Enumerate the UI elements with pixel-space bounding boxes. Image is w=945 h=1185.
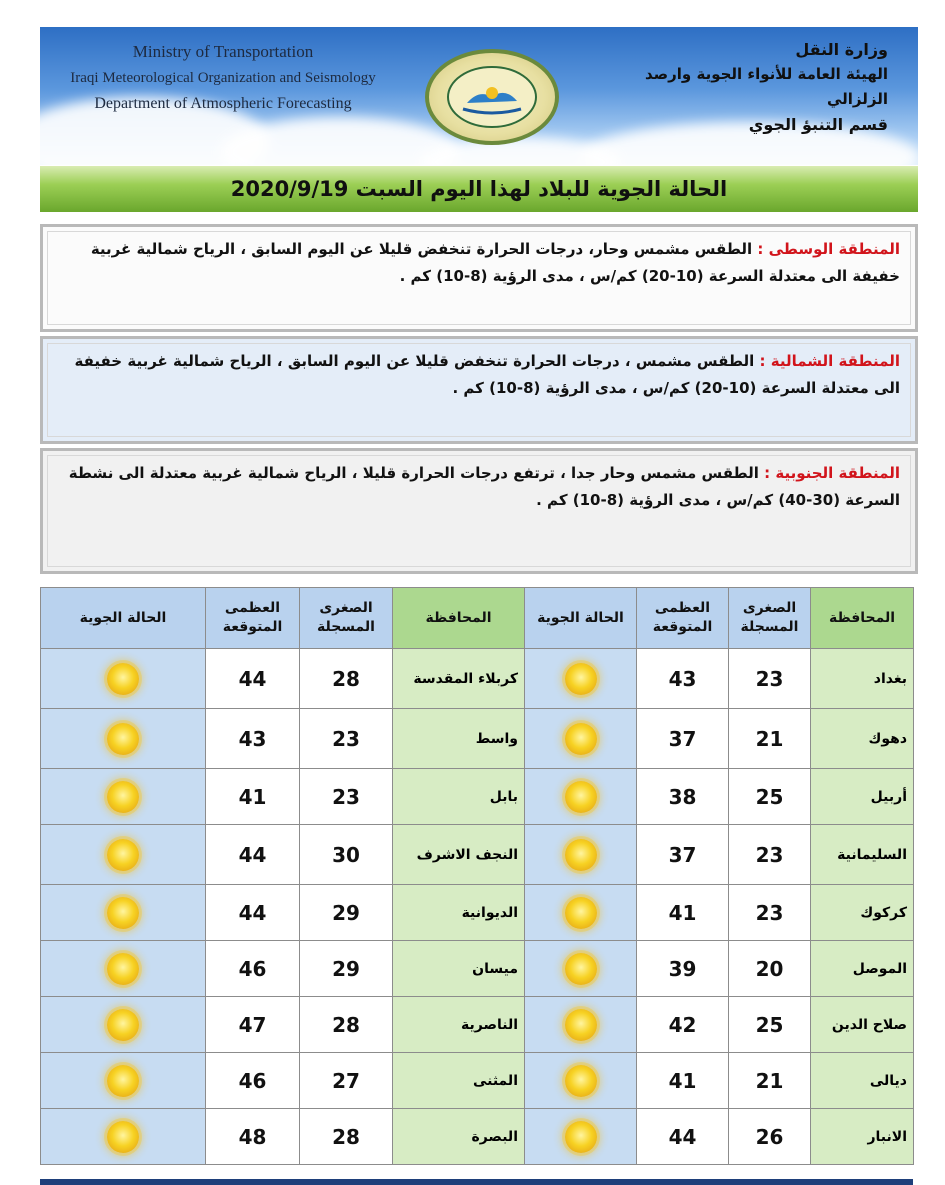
province-name bbox=[393, 885, 525, 941]
max-temp: 47 bbox=[206, 997, 300, 1053]
table-row bbox=[41, 769, 914, 825]
weather-condition bbox=[525, 649, 637, 709]
sun-icon bbox=[565, 839, 597, 871]
province-label: النجف الاشرف bbox=[416, 846, 518, 863]
footer-bar bbox=[40, 1179, 913, 1185]
sun-icon bbox=[107, 839, 139, 871]
header-max: العظمى المتوقعة bbox=[206, 588, 300, 649]
sun-icon bbox=[565, 663, 597, 695]
sun-icon bbox=[107, 781, 139, 813]
province-label: الموصل bbox=[852, 960, 907, 977]
province-name bbox=[811, 885, 914, 941]
region-north bbox=[40, 336, 918, 444]
province-name bbox=[393, 649, 525, 709]
weather-condition bbox=[41, 885, 206, 941]
max-temp: 41 bbox=[637, 885, 729, 941]
province-name bbox=[811, 825, 914, 885]
province-label: دهوك bbox=[868, 730, 907, 747]
sun-icon bbox=[107, 1009, 139, 1041]
min-temp: 29 bbox=[300, 885, 393, 941]
sun-icon bbox=[107, 897, 139, 929]
province-name bbox=[811, 997, 914, 1053]
max-temp: 43 bbox=[637, 649, 729, 709]
weather-condition bbox=[525, 1109, 637, 1165]
arabic-header bbox=[588, 37, 888, 137]
max-temp: 48 bbox=[206, 1109, 300, 1165]
min-temp: 23 bbox=[300, 769, 393, 825]
max-temp: 42 bbox=[637, 997, 729, 1053]
department-name-en: Department of Atmospheric Forecasting bbox=[94, 95, 352, 112]
sun-icon bbox=[107, 1065, 139, 1097]
min-temp: 28 bbox=[300, 997, 393, 1053]
weather-condition bbox=[41, 941, 206, 997]
min-temp: 29 bbox=[300, 941, 393, 997]
min-temp: 21 bbox=[729, 709, 811, 769]
province-name bbox=[811, 709, 914, 769]
table-row bbox=[41, 1053, 914, 1109]
table-row bbox=[41, 709, 914, 769]
weather-condition bbox=[41, 997, 206, 1053]
province-name bbox=[393, 997, 525, 1053]
province-label: ميسان bbox=[472, 960, 518, 977]
header-max: العظمى المتوقعة bbox=[637, 588, 729, 649]
header-province: المحافظة bbox=[393, 588, 525, 649]
organization-name-ar: الهيئة العامة للأنواء الجوية وارصد الزلزالي bbox=[644, 65, 888, 108]
max-temp: 44 bbox=[637, 1109, 729, 1165]
province-name bbox=[811, 941, 914, 997]
min-temp: 25 bbox=[729, 997, 811, 1053]
province-label: السليمانية bbox=[837, 846, 907, 863]
province-name bbox=[811, 1109, 914, 1165]
weather-condition bbox=[41, 649, 206, 709]
header-province: المحافظة bbox=[811, 588, 914, 649]
weather-condition bbox=[41, 1053, 206, 1109]
ministry-name-ar: وزارة النقل bbox=[795, 40, 888, 59]
min-temp: 21 bbox=[729, 1053, 811, 1109]
weather-condition bbox=[525, 769, 637, 825]
table-row bbox=[41, 1109, 914, 1165]
max-temp: 38 bbox=[637, 769, 729, 825]
max-temp: 43 bbox=[206, 709, 300, 769]
weather-condition bbox=[525, 825, 637, 885]
sun-icon bbox=[565, 953, 597, 985]
region-name: المنطقة الشمالية : bbox=[759, 352, 900, 370]
province-label: كربلاء المقدسة bbox=[413, 670, 518, 687]
bulletin-title: الحالة الجوية للبلاد لهذا اليوم السبت 2020/9/19 bbox=[40, 166, 918, 212]
sun-icon bbox=[565, 723, 597, 755]
province-label: بابل bbox=[489, 788, 518, 805]
forecast-table bbox=[40, 587, 914, 1165]
province-label: صلاح الدين bbox=[831, 1016, 907, 1033]
ministry-name-en: Ministry of Transportation bbox=[132, 42, 314, 61]
province-label: البصرة bbox=[471, 1128, 518, 1145]
province-name bbox=[393, 1053, 525, 1109]
weather-condition bbox=[525, 709, 637, 769]
min-temp: 23 bbox=[729, 885, 811, 941]
sun-icon bbox=[107, 663, 139, 695]
table-row bbox=[41, 825, 914, 885]
region-forecast: الطقس مشمس ، درجات الحرارة تنخفض قليلا عن اليوم السابق ، الرياح شمالية غربية خفيفة الى معتدلة السرعة (10-20) كم/س ، مدى الرؤية (8-10) كم . bbox=[74, 352, 900, 397]
weather-condition bbox=[41, 769, 206, 825]
weather-condition bbox=[41, 1109, 206, 1165]
department-name-ar: قسم التنبؤ الجوي bbox=[748, 115, 888, 134]
province-name bbox=[393, 709, 525, 769]
province-label: واسط bbox=[475, 730, 518, 747]
province-label: المثنى bbox=[472, 1072, 518, 1089]
province-name bbox=[811, 769, 914, 825]
min-temp: 25 bbox=[729, 769, 811, 825]
sun-icon bbox=[565, 781, 597, 813]
min-temp: 27 bbox=[300, 1053, 393, 1109]
province-name bbox=[811, 649, 914, 709]
table-row bbox=[41, 997, 914, 1053]
min-temp: 28 bbox=[300, 1109, 393, 1165]
min-temp: 20 bbox=[729, 941, 811, 997]
table-header-row bbox=[41, 588, 914, 649]
province-name bbox=[811, 1053, 914, 1109]
sun-icon bbox=[107, 953, 139, 985]
min-temp: 23 bbox=[300, 709, 393, 769]
sun-icon bbox=[565, 897, 597, 929]
province-name bbox=[393, 941, 525, 997]
english-header bbox=[58, 39, 388, 117]
province-label: ديالى bbox=[869, 1072, 907, 1089]
region-central bbox=[40, 224, 918, 332]
region-name: المنطقة الوسطى : bbox=[757, 240, 900, 258]
weather-condition bbox=[525, 1053, 637, 1109]
weather-condition bbox=[525, 997, 637, 1053]
table-row bbox=[41, 649, 914, 709]
max-temp: 37 bbox=[637, 709, 729, 769]
weather-condition bbox=[525, 885, 637, 941]
region-forecast: الطقس مشمس وحار، درجات الحرارة تنخفض قليلا عن اليوم السابق ، الرياح شمالية غربية خفيفة الى معتدلة السرعة (10-20) كم/س ، مدى الرؤية (8-10) كم . bbox=[90, 240, 900, 285]
weather-condition bbox=[525, 941, 637, 997]
sun-icon bbox=[565, 1121, 597, 1153]
min-temp: 26 bbox=[729, 1109, 811, 1165]
max-temp: 46 bbox=[206, 941, 300, 997]
province-name bbox=[393, 825, 525, 885]
province-label: كركوك bbox=[860, 904, 907, 921]
sun-icon bbox=[565, 1009, 597, 1041]
max-temp: 44 bbox=[206, 885, 300, 941]
province-name bbox=[393, 1109, 525, 1165]
max-temp: 44 bbox=[206, 649, 300, 709]
max-temp: 41 bbox=[206, 769, 300, 825]
header-min: الصغرى المسجلة bbox=[300, 588, 393, 649]
province-label: الديوانية bbox=[461, 904, 518, 921]
header-min: الصغرى المسجلة bbox=[729, 588, 811, 649]
sun-icon bbox=[107, 723, 139, 755]
max-temp: 37 bbox=[637, 825, 729, 885]
organization-seal-icon bbox=[425, 49, 559, 145]
table-row bbox=[41, 941, 914, 997]
province-label: الناصرية bbox=[460, 1016, 518, 1033]
header-condition: الحالة الجوية bbox=[41, 588, 206, 649]
province-label: الانبار bbox=[867, 1128, 907, 1145]
max-temp: 44 bbox=[206, 825, 300, 885]
max-temp: 46 bbox=[206, 1053, 300, 1109]
table-row bbox=[41, 885, 914, 941]
min-temp: 23 bbox=[729, 649, 811, 709]
sun-icon bbox=[107, 1121, 139, 1153]
region-south bbox=[40, 448, 918, 574]
weather-condition bbox=[41, 709, 206, 769]
organization-name-en: Iraqi Meteorological Organization and Seismology bbox=[70, 70, 376, 86]
min-temp: 30 bbox=[300, 825, 393, 885]
province-label: بغداد bbox=[873, 670, 907, 687]
max-temp: 39 bbox=[637, 941, 729, 997]
min-temp: 23 bbox=[729, 825, 811, 885]
header-condition: الحالة الجوية bbox=[525, 588, 637, 649]
province-name bbox=[393, 769, 525, 825]
sun-icon bbox=[565, 1065, 597, 1097]
max-temp: 41 bbox=[637, 1053, 729, 1109]
region-forecast: الطقس مشمس وحار جدا ، ترتفع درجات الحرارة قليلا ، الرياح شمالية غربية معتدلة الى نشطة السرعة (30-40) كم/س ، مدى الرؤية (8-10) كم . bbox=[68, 464, 900, 509]
province-label: أربيل bbox=[870, 788, 907, 805]
header-banner bbox=[40, 27, 918, 165]
weather-condition bbox=[41, 825, 206, 885]
min-temp: 28 bbox=[300, 649, 393, 709]
region-name: المنطقة الجنوبية : bbox=[764, 464, 900, 482]
